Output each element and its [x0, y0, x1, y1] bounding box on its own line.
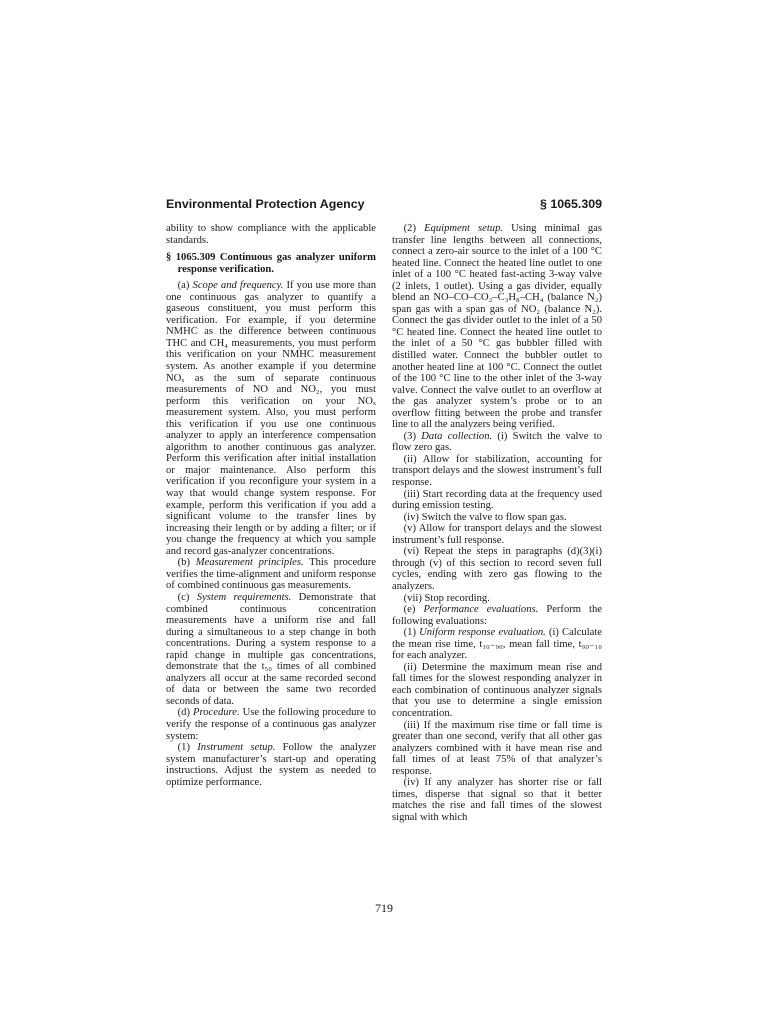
section-heading: § 1065.309 Continuous gas analyzer uniform response verification. [166, 252, 376, 275]
paragraph-a: (a) Scope and frequency. If you use more than one continuous gas analyzer to quantify a gaseous constituent, you must perform this verification. For example, if you determine NMHC as the difference between continuous THC and CH₄ measurements, you must perform this verification on your NMHC measurement system. As another example if you determine NOₓ as the sum of separate continuous measurements of NO and NO₂, you must perform this verification on your NOₓ measurement system. Also, you must perform this verification if you use one continuous analyzer to apply an interference compensation algorithm to another continuous gas analyzer. Perform this verification after initial installation or major maintenance. Also perform this verification if you reconfigure your system in a way that would change system response. For example, perform this verification if you add a significant volume to the transfer lines by increasing their length or by adding a filter; or if you change the frequency at which you sample and record gas-analyzer concentrations. [166, 280, 376, 557]
paragraph-d1: (1) Instrument setup. Follow the analyzer system manufacturer’s start-up and operating instructions. Adjust the system as needed to optimize performance. [166, 742, 376, 788]
paragraph-d3-iii: (iii) Start recording data at the frequency used during emission testing. [392, 488, 602, 512]
left-column [166, 223, 376, 788]
paragraph-d3-vii: (vii) Stop recording. [403, 592, 490, 604]
continued-paragraph: ability to show compliance with the applicable standards. [166, 223, 376, 246]
section-number: § 1065.309 [539, 197, 602, 211]
paragraph-e1-iv: (iv) If any analyzer has shorter rise or fall times, disperse that signal so that it better matches the rise and fall times of the slowest signal with which [392, 777, 602, 823]
paragraph-b: (b) Measurement principles. This procedure verifies the time-alignment and uniform response of combined continuous gas measurements. [166, 557, 376, 592]
paragraph-e1-ii: (ii) Determine the maximum mean rise and fall times for the slowest responding analyzer in each combination of continuous analyzer signals that you use to determine a single emission concentration. [392, 661, 602, 719]
paragraph-d3-v: (v) Allow for transport delays and the slowest instrument’s full response. [392, 523, 602, 546]
paragraph-d: (d) Procedure. Use the following procedure to verify the response of a continuous gas analyzer system: [166, 707, 376, 742]
agency-name: Environmental Protection Agency [166, 197, 365, 211]
running-header [166, 197, 602, 213]
page-number: 719 [375, 901, 393, 915]
paragraph-d2: (2) Equipment setup. Using minimal gas transfer line lengths between all connections, connect a zero-air source to the inlet of a 100 °C heated line. Connect the heated line outlet to one inlet of a 100 °C heated fast-acting 3-way valve (2 inlets, 1 outlet). Using a gas divider, equally blend an NO–CO–CO₂–C₃H₈–CH₄ (balance N₂) span gas with a span gas of NO₂ (balance N₂). Connect the gas divider outlet to the inlet of a 50 °C heated line. Connect the heated line outlet to the inlet of a 50 °C gas bubbler filled with distilled water. Connect the bubbler outlet to another heated line at 100 °C. Connect the outlet of the 100 °C line to the other inlet of the 3-way valve. Connect the valve outlet to an overflow at the gas analyzer system’s probe or to an overflow fitting between the probe and transfer line to all the analyzers being verified. [392, 223, 602, 431]
paragraph-c: (c) System requirements. Demonstrate that combined continuous concentration measurements have a uniform rise and fall during a simultaneous to a step change in both concentrations. During a system response to a rapid change in multiple gas concentrations, demonstrate that the t₅₀ times of all combined analyzers all occur at the same recorded second of data or between the same two recorded seconds of data. [166, 591, 376, 707]
paragraph-d3-iv: (iv) Switch the valve to flow span gas. [403, 511, 567, 523]
paragraph-e1-iii: (iii) If the maximum rise time or fall time is greater than one second, verify that all other gas analyzers combined with it have mean rise and fall times of at least 75% of that analyzer’s response. [392, 719, 602, 777]
paragraph-d3-vi: (vi) Repeat the steps in paragraphs (d)(3)(i) through (v) of this section to record seven full cycles, ending with zero gas flowing to the analyzers. [392, 546, 602, 592]
right-column [392, 223, 602, 823]
paragraph-d3-ii: (ii) Allow for stabilization, accounting for transport delays and the slowest instrument’s full response. [392, 453, 602, 489]
paragraph-e: (e) Performance evaluations. Perform the following evaluations: [392, 604, 602, 627]
paragraph-d3: (3) Data collection. (i) Switch the valve to flow zero gas. [392, 430, 602, 454]
paragraph-e1: (1) Uniform response evaluation. (i) Calculate the mean rise time, t₁₀₋₉₀, mean fall time, t₉₀₋₁₀ for each analyzer. [392, 627, 603, 662]
